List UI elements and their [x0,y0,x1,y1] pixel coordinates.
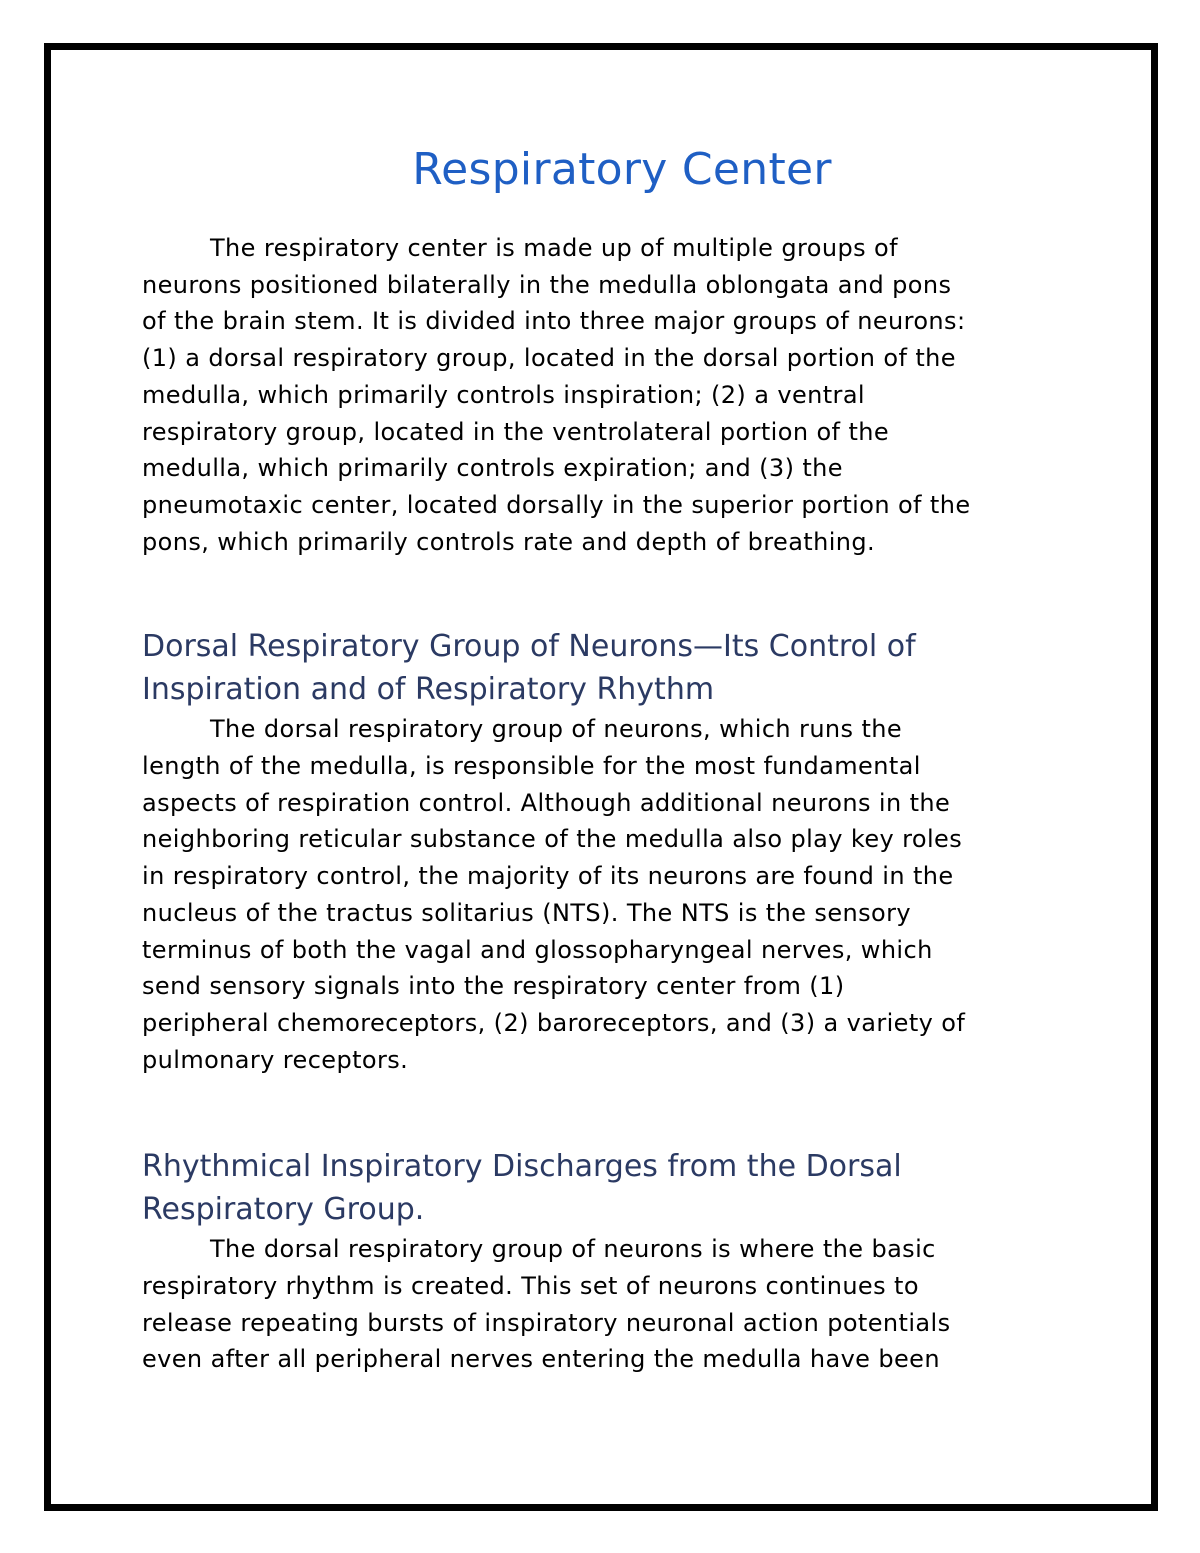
text-line: even after all peripheral nerves entering the medulla have been [142,1345,940,1374]
section-paragraph-dorsal-group [142,711,1102,1078]
heading-line: Dorsal Respiratory Group of Neurons—Its Control of [142,629,916,665]
text-line: The dorsal respiratory group of neurons, which runs the [210,715,903,744]
text-line: medulla, which primarily controls expiration; and (3) the [142,454,843,483]
text-line: peripheral chemoreceptors, (2) baroreceptors, and (3) a variety of [142,1008,966,1037]
text-line: The respiratory center is made up of multiple groups of [210,234,898,262]
text-line: medulla, which primarily controls inspiration; (2) a ventral [142,380,865,409]
section-heading-rhythmical-discharges [142,1145,1102,1231]
document-body [142,140,1102,1378]
text-line: (1) a dorsal respiratory group, located in the dorsal portion of the [142,344,956,373]
section-heading-dorsal-group [142,625,1102,711]
text-line: length of the medulla, is responsible for the most fundamental [142,752,921,781]
text-line: send sensory signals into the respiratory center from (1) [142,972,845,1001]
text-line: release repeating bursts of inspiratory neuronal action potentials [142,1308,951,1337]
text-line: The dorsal respiratory group of neurons is where the basic [210,1235,936,1264]
text-line: pulmonary receptors. [142,1045,409,1074]
section-spacer [142,1078,1102,1145]
text-line: of the brain stem. It is divided into three major groups of neurons: [142,307,966,336]
text-line: respiratory group, located in the ventrolateral portion of the [142,417,890,446]
intro-paragraph [142,230,1102,560]
text-line: respiratory rhythm is created. This set of neurons continues to [142,1272,919,1301]
text-line: aspects of respiration control. Although additional neurons in the [142,788,951,817]
section-spacer [142,560,1102,625]
text-line: in respiratory control, the majority of its neurons are found in the [142,862,954,891]
text-line: neurons positioned bilaterally in the medulla oblongata and pons [142,270,952,299]
document-title: Respiratory Center [412,144,832,195]
heading-line: Rhythmical Inspiratory Discharges from the Dorsal [142,1149,902,1185]
section-paragraph-rhythmical-discharges [142,1231,1102,1378]
text-line: pneumotaxic center, located dorsally in the superior portion of the [142,490,971,519]
text-line: neighboring reticular substance of the medulla also play key roles [142,825,963,854]
heading-line: Respiratory Group. [142,1192,425,1228]
heading-line: Inspiration and of Respiratory Rhythm [142,672,715,708]
text-line: nucleus of the tractus solitarius (NTS). The NTS is the sensory [142,898,911,927]
text-line: terminus of both the vagal and glossopharyngeal nerves, which [142,935,933,964]
text-line: pons, which primarily controls rate and depth of breathing. [142,527,876,556]
